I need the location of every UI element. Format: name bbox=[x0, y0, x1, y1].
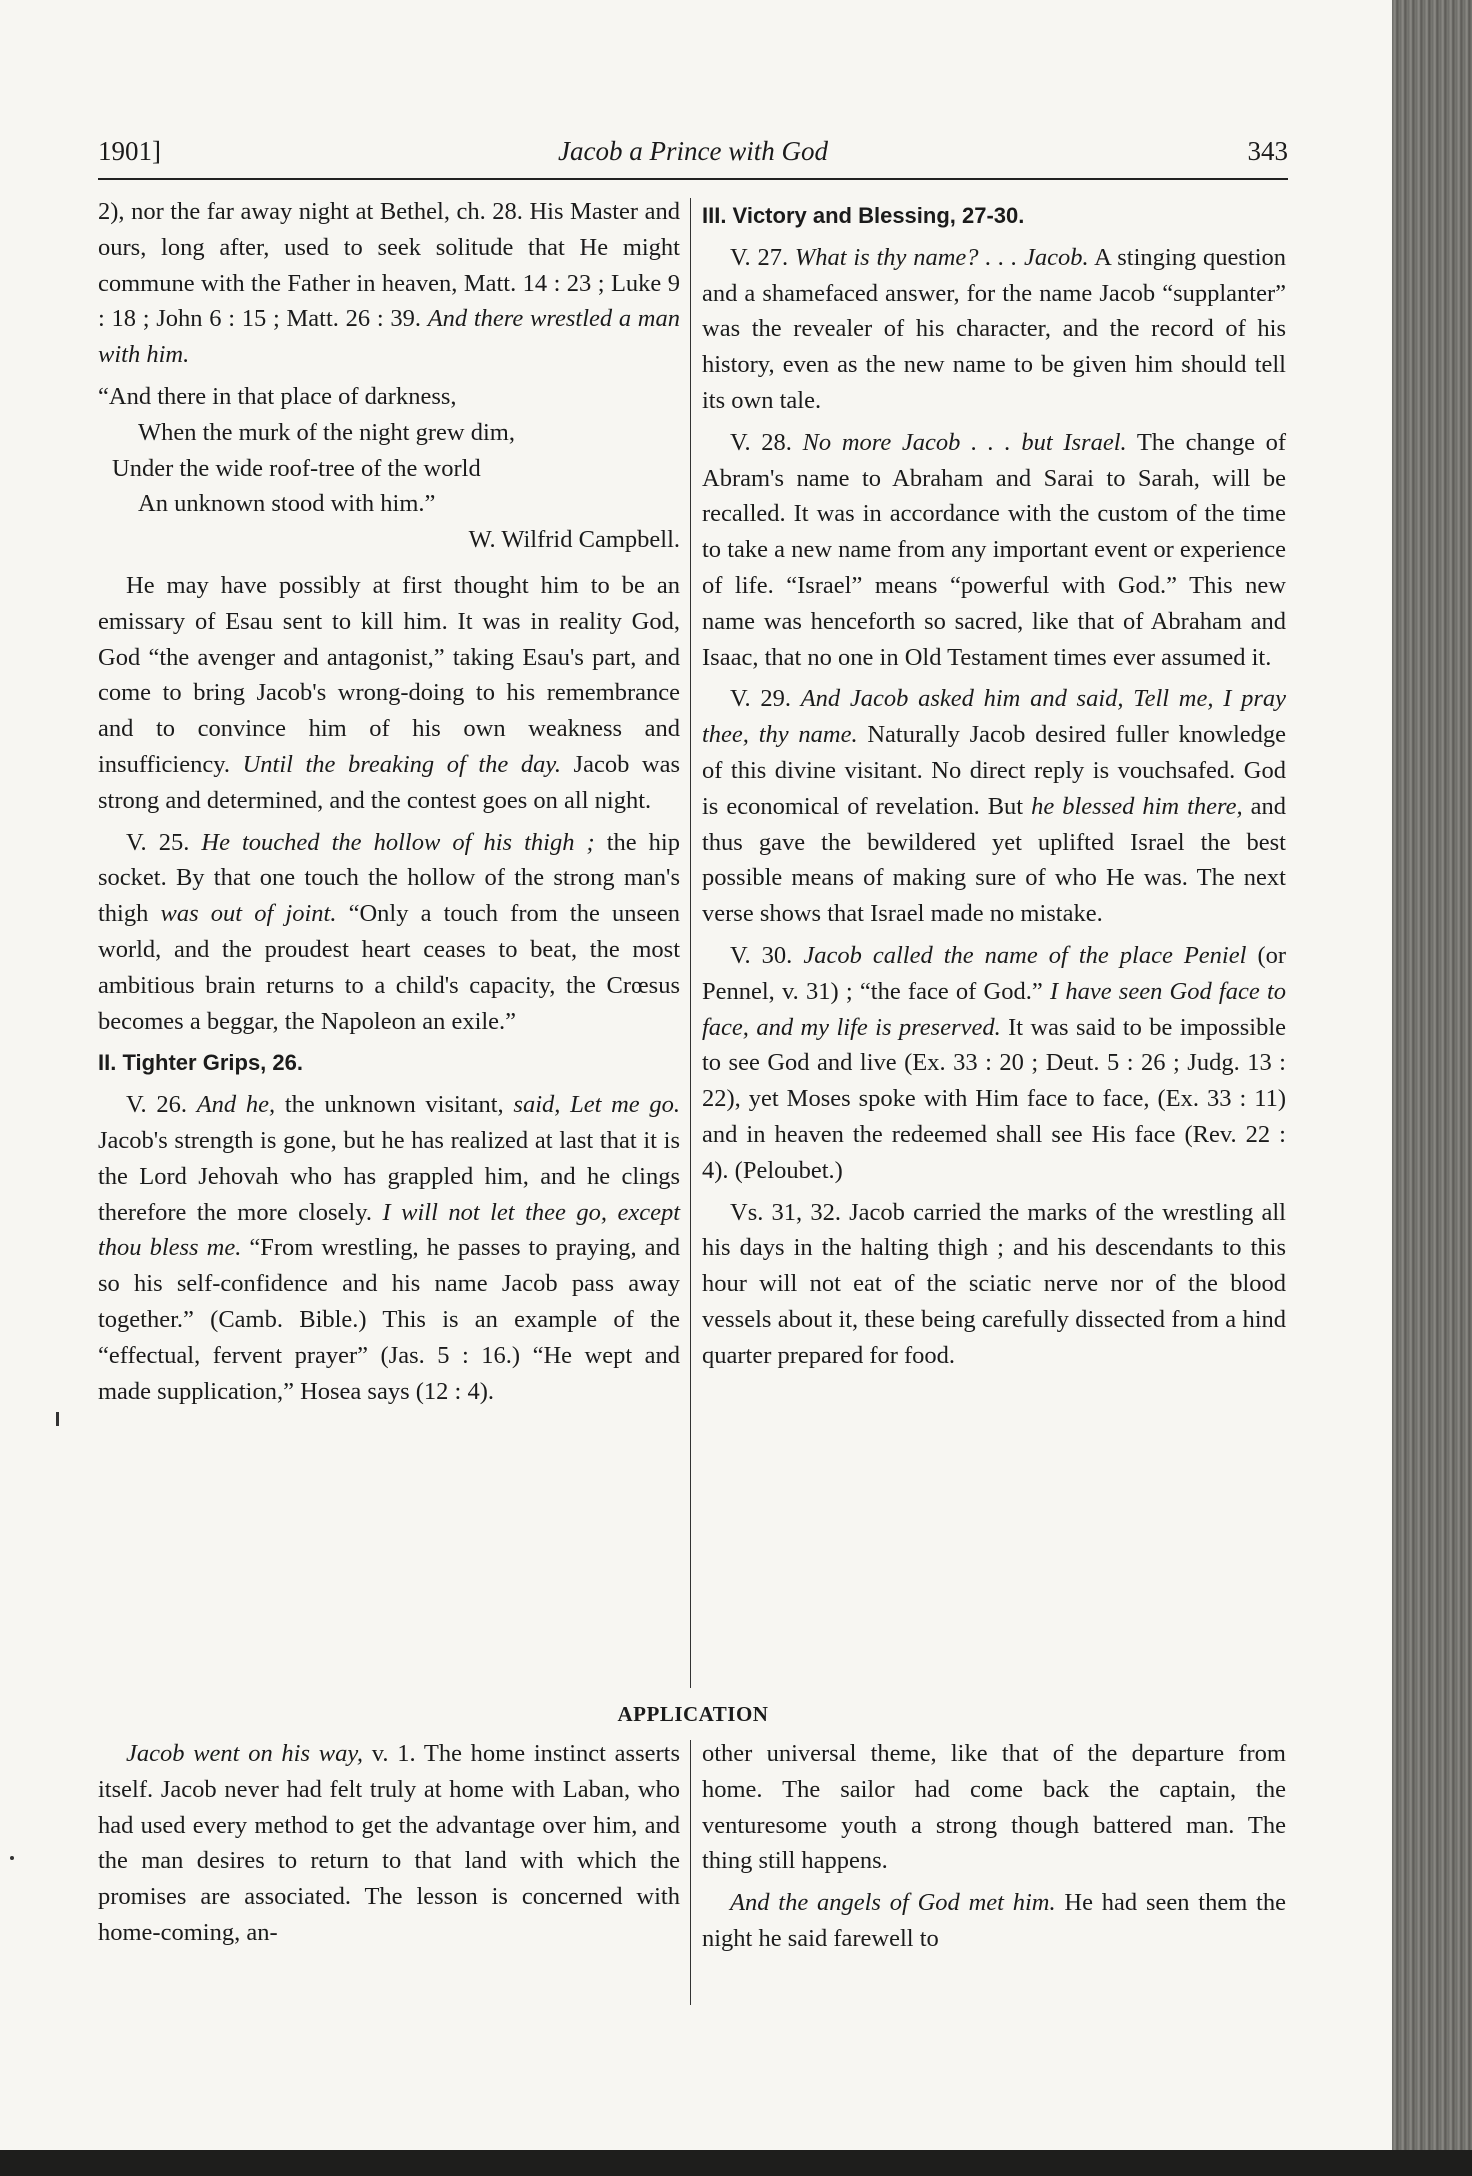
paragraph: other universal theme, like that of the departure from home. The sailor had come back the captain, the venturesome youth a strong though battered man. The thing still happens. bbox=[702, 1740, 1286, 1875]
paragraph: V. 29. And Jacob asked him and said, Tell me, I pray thee, thy name. Naturally Jacob desired fuller knowledge of this divine visitant. No direct reply is vouchsafed. God is economical of revelation. But he blessed him there, and thus gave the bewildered yet uplifted Israel the best possible means of making sure of who He was. The next verse shows that Israel made no mistake. bbox=[702, 685, 1287, 928]
left-column bbox=[98, 194, 680, 1415]
poem-line: An unknown stood with him.” bbox=[138, 490, 436, 518]
header-page-number: 343 bbox=[1247, 136, 1288, 166]
paragraph: And the angels of God met him. He had seen them the night he said farewell to bbox=[702, 1889, 1286, 1952]
margin-mark bbox=[56, 1412, 59, 1426]
paragraph: Vs. 31, 32. Jacob carried the marks of the wrestling all his days in the halting thigh ; and his descendants to this hour will not eat of the sciatic nerve nor of the blood vessels about it, these being carefully dissected from a hind quarter prepared for food. bbox=[702, 1198, 1286, 1369]
column-divider bbox=[690, 1740, 691, 2005]
poem-quote bbox=[98, 379, 680, 558]
header-year: 1901] bbox=[98, 136, 161, 166]
section-heading: II. Tighter Grips, 26. bbox=[98, 1050, 303, 1076]
paragraph: V. 27. What is thy name? . . . Jacob. A stinging question and a shamefaced answer, for the name Jacob “supplanter” was the revealer of his character, and the record of his history, even as the new name to be given him should tell its own tale. bbox=[702, 243, 1286, 414]
paragraph: V. 30. Jacob called the name of the place Peniel (or Pennel, v. 31) ; “the face of God.” I have seen God face to face, and my life is preserved. It was said to be impossible to see God and live (Ex. 33 : 20 ; Deut. 5 : 26 ; Judg. 13 : 22), yet Moses spoke with Him face to face, (Ex. 33 : 11) and in heaven the redeemed shall see His face (Rev. 22 : 4). (Peloubet.) bbox=[702, 941, 1287, 1184]
right-column bbox=[702, 194, 1286, 1380]
scan-bottom-strip bbox=[0, 2150, 1472, 2176]
poem-line: Under the wide roof-tree of the world bbox=[112, 454, 481, 482]
paragraph: He may have possibly at first thought him to be an emissary of Esau sent to kill him. It was in reality God, God “the avenger and antagonist,” taking Esau's part, and come to bring Jacob's wrong-doing to his remembrance and to convince him of his own weakness and insufficiency. Until the breaking of the day. Jacob was strong and determined, and the contest goes on all night. bbox=[98, 571, 680, 814]
book-page-edges bbox=[1392, 0, 1472, 2176]
poem-attribution: W. Wilfrid Campbell. bbox=[468, 526, 680, 554]
poem-line: “And there in that place of darkness, bbox=[98, 382, 457, 410]
margin-mark bbox=[10, 1856, 14, 1860]
application-heading: APPLICATION bbox=[617, 1702, 769, 1726]
running-header bbox=[98, 128, 1288, 178]
paragraph: 2), nor the far away night at Bethel, ch. 28. His Master and ours, long after, used to seek solitude that He might commune with the Father in heaven, Matt. 14 : 23 ; Luke 9 : 18 ; John 6 : 15 ; Matt. 26 : 39. And there wrestled a man with him. bbox=[98, 198, 681, 369]
column-divider bbox=[690, 198, 691, 1688]
paragraph: V. 28. No more Jacob . . . but Israel. The change of Abram's name to Abraham and Sarai to Sarah, will be recalled. It was in accordance with the custom of the time to take a new name from any important event or experience of life. “Israel” means “powerful with God.” This new name was henceforth so sacred, like that of Abraham and Isaac, that no one in Old Testament times ever assumed it. bbox=[702, 428, 1287, 671]
header-rule bbox=[98, 178, 1288, 180]
paragraph: Jacob went on his way, v. 1. The home instinct asserts itself. Jacob never had felt truly at home with Laban, who had used every method to get the advantage over him, and the man desires to return to that land with which the promises are associated. The lesson is concerned with home-coming, an- bbox=[98, 1740, 680, 1946]
application-left-column bbox=[98, 1736, 680, 1957]
application-right-column bbox=[702, 1736, 1286, 1963]
section-heading: III. Victory and Blessing, 27-30. bbox=[702, 203, 1025, 228]
poem-line: When the murk of the night grew dim, bbox=[138, 418, 515, 446]
paragraph: V. 26. And he, the unknown visitant, said, Let me go. Jacob's strength is gone, but he has realized at last that it is the Lord Jehovah who has grappled him, and he clings therefore the more closely. I will not let thee go, except thou bless me. “From wrestling, he passes to praying, and so his self-confidence and his name Jacob pass away together.” (Camb. Bible.) This is an example of the “effectual, fervent prayer” (Jas. 5 : 16.) “He wept and made supplication,” Hosea says (12 : 4). bbox=[98, 1091, 681, 1405]
paragraph: V. 25. He touched the hollow of his thigh ; the hip socket. By that one touch the hollow of the strong man's thigh was out of joint. “Only a touch from the unseen world, and the proudest heart ceases to beat, the most ambitious brain returns to a child's capacity, the Crœsus becomes a beggar, the Napoleon an exile.” bbox=[98, 828, 681, 1035]
header-title: Jacob a Prince with God bbox=[558, 136, 828, 166]
